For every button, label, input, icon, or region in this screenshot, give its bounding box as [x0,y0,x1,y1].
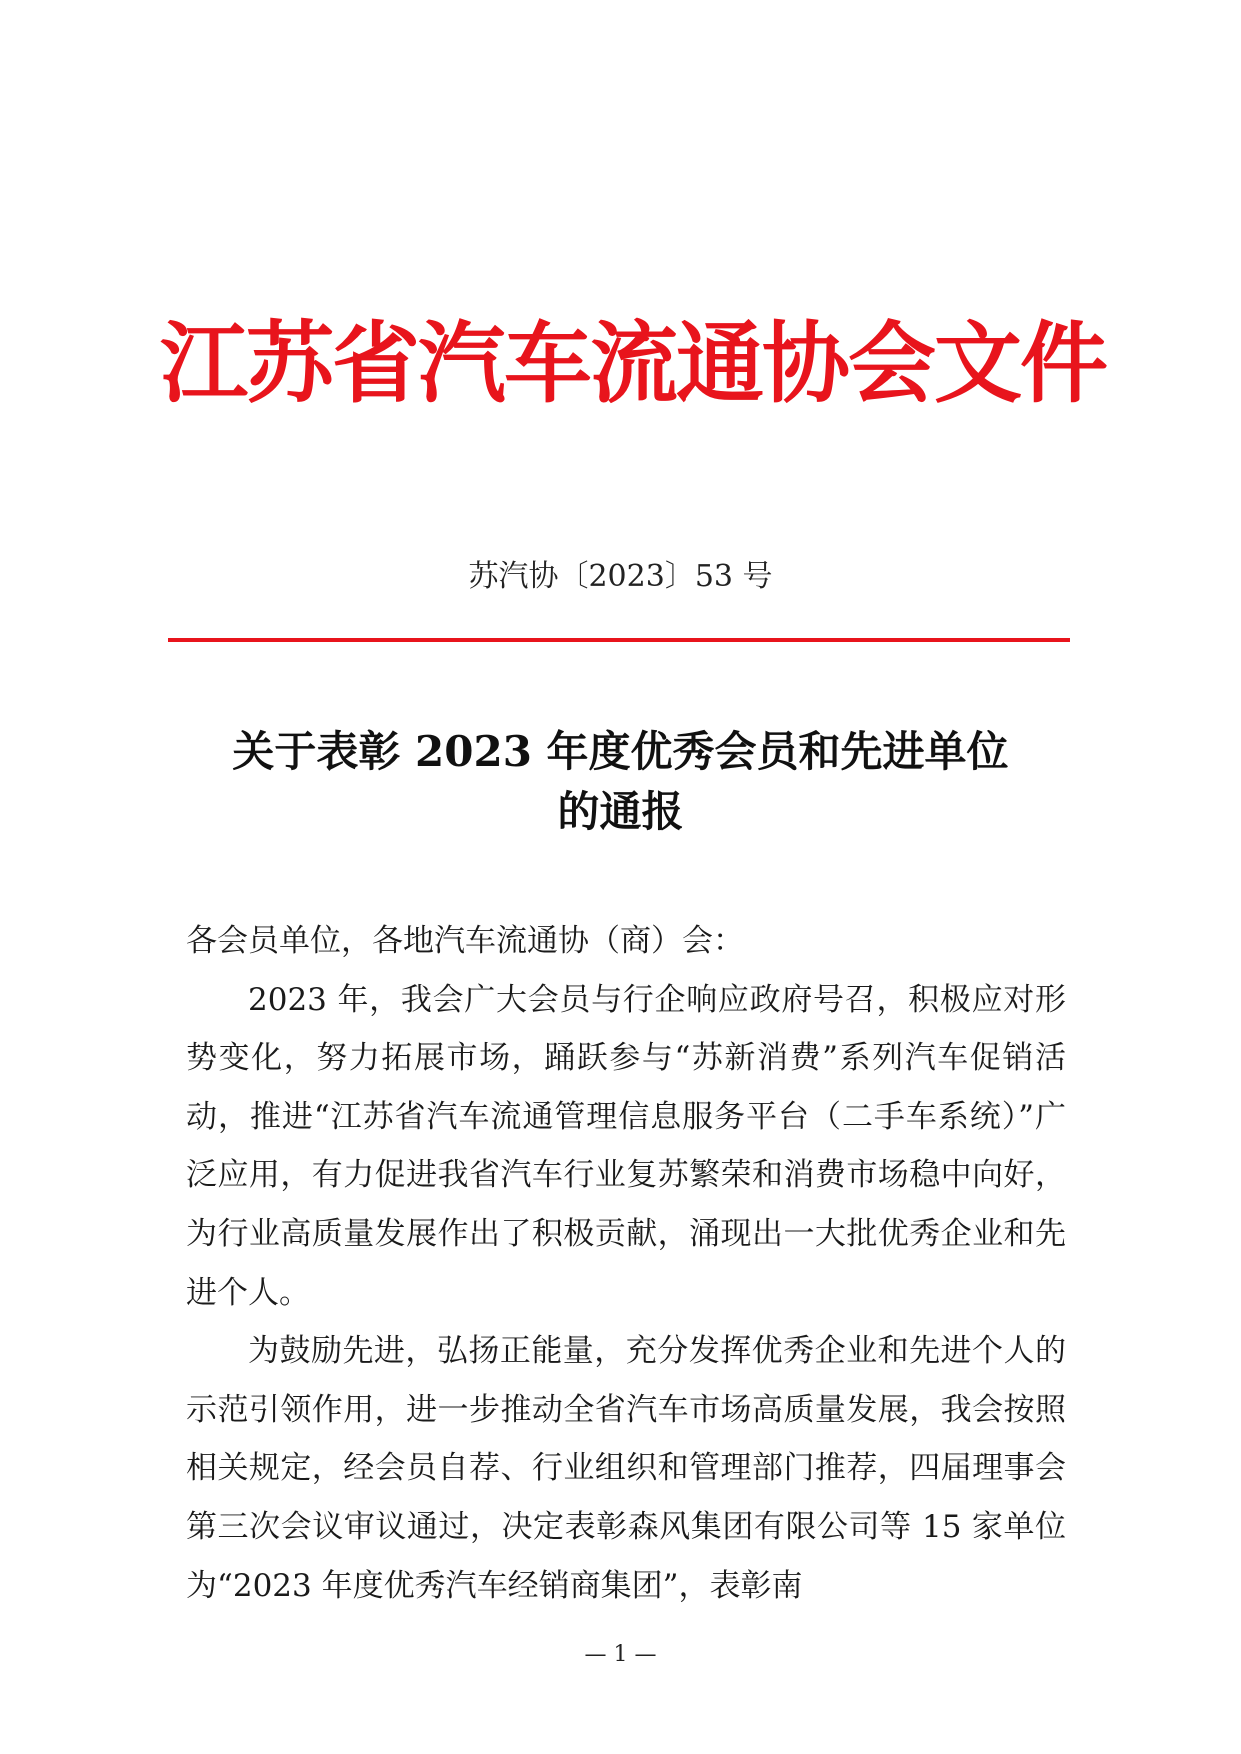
notice-title [150,722,1091,842]
paragraph-1: 2023 年，我会广大会员与行企响应政府号召，积极应对形势变化，努力拓展市场，踊跃参与“苏新消费”系列汽车促销活动，推进“江苏省汽车流通管理信息服务平台（二手车系统）”广泛应用，有力促进我省汽车行业复苏繁荣和消费市场稳中向好，为行业高质量发展作出了积极贡献，涌现出一大批优秀企业和先进个人。 [186,981,1066,1311]
notice-title-line-2: 的通报 [557,787,684,836]
notice-title-line-1: 关于表彰 2023 年度优秀会员和先进单位 [232,727,1009,776]
notice-body [186,912,1066,1615]
document-number: 苏汽协〔2023〕53 号 [468,559,773,594]
red-divider-line [168,638,1070,642]
salutation: 各会员单位，各地汽车流通协（商）会： [186,923,744,959]
paragraph-2: 为鼓励先进，弘扬正能量，充分发挥优秀企业和先进个人的示范引领作用，进一步推动全省汽车市场高质量发展，我会按照相关规定，经会员自荐、行业组织和管理部门推荐，四届理事会第三次会议审议通过，决定表彰森风集团有限公司等 15 家单位为“2023 年度优秀汽车经销商集团”，表彰南 [186,1333,1066,1604]
page-number: — 1 — [584,1642,657,1667]
masthead-title: 江苏省汽车流通协会文件 [160,311,1107,415]
